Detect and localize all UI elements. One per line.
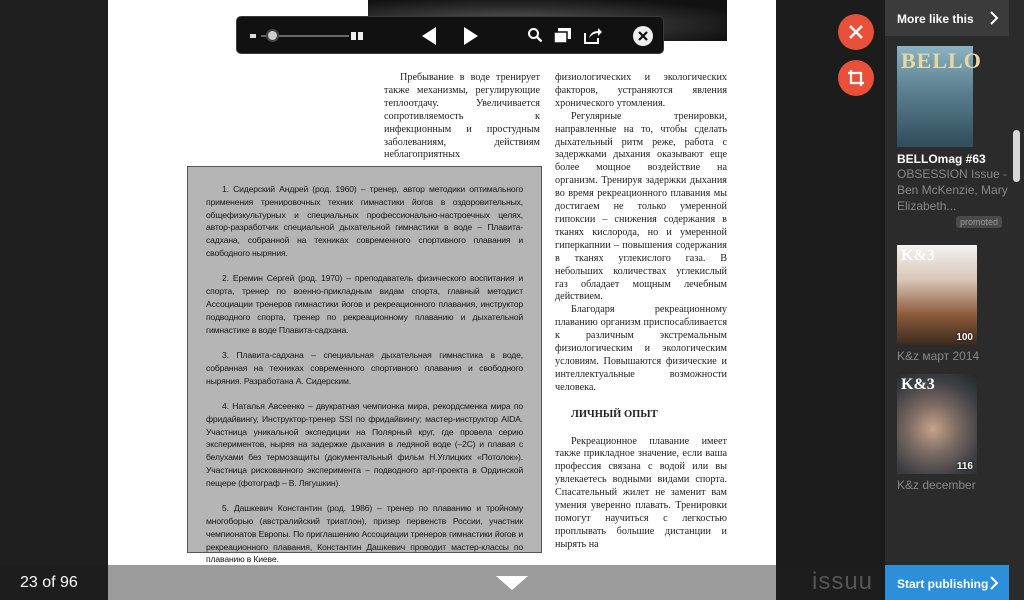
article-paragraph: Рекреационное плавание имеет также прикладное значение, если ваша профессия связана с водой или вы увлекаетесь водными видами спорта. Спасательный жилет не заменит вам умения уверенно плавать. Тренировки помогут научиться с легкостью проплывать большие дистанции и нырять на (555, 435, 727, 550)
related-item-desc[interactable]: K&z december (897, 478, 976, 492)
section-heading: ЛИЧНЫЙ ОПЫТ (571, 408, 658, 420)
article-paragraph: Пребывание в воде тренирует также механизмы, регулирующие теплоотдачу. Увеличивается сопротивляемость к инфекционным и простудным заболеваниям, действиям неблагоприятных (384, 72, 540, 161)
footnote: 1. Сидерский Андрей (род. 1960) – тренер, автор методики оптимального применения тренировочных техник гимнастики йогов в оздоровительных, общефизкультурных и специальных профессионально-настроечных целях, автор-разработчик специальной дыхательной гимнастики в воде – Плавита-садхана, собранной на техниках современного спортивного плавания и свободного ныряния. (206, 184, 523, 258)
share-icon[interactable] (583, 27, 603, 45)
issuu-logo[interactable]: issuu (812, 568, 874, 595)
chevron-right-icon (989, 10, 999, 26)
footnote: 2. Еремин Сергей (род. 1970) – преподаватель физического воспитания и спорта, тренер по военно-прикладным видам спорта, главный методист Ассоциации тренеров гимнастики йогов и рекреационного плавания, инструктор подводного спорта, тренер по рекреационному плаванию и дыхательной гимнастике в воде Плавита-садхана. (206, 273, 523, 335)
footnote: 5. Дашкевич Константин (род. 1986) – тренер по плаванию и тройному многоборью (австралийский триатлон), призер первенств России, участник чемпионатов Европы. По приглашению Ассоциации тренеров гимнастики йогов и рекреационного плавания, Константин Дашкевич проводит мастер-классы по плаванию в Киеве. (206, 503, 523, 565)
prev-page-icon[interactable] (417, 25, 441, 47)
footnotes-box (187, 166, 542, 565)
footnote: 4. Наталья Авсеенко – двукратная чемпионка мира, рекордсменка мира по фридайвингу, Инструктор-тренер SSI по фридайвингу; мастер-инструктор AIDA. Участница уникальной экспедиции на Полярный круг, где провела серию экспериментов, ныряя на задержке дыхания в ледяной воде (–2С) и плавая с белухами без термозащиты (документальный фильм Н.Углицких «Потолок»). Участница рискованного эксперимента – подводного арт-проекта в Ординской пещере (фотограф – В. Лягушкин). (206, 400, 523, 488)
search-icon[interactable] (527, 27, 543, 43)
article-paragraph: физиологических и экологических факторов, устраняются явления хронического утомления. (555, 72, 727, 109)
related-item-cover[interactable] (897, 245, 977, 345)
zoom-slider-handle[interactable] (266, 29, 279, 42)
page-bottom-strip (108, 565, 776, 600)
cover-logo: K&3 (901, 247, 935, 264)
pages-icon[interactable] (553, 27, 573, 45)
cover-logo: K&3 (901, 376, 935, 393)
promoted-badge: promoted (956, 216, 1002, 228)
chevron-right-icon (989, 575, 999, 591)
related-item-cover[interactable] (897, 374, 977, 474)
clip-button[interactable] (838, 60, 874, 96)
crop-icon (847, 69, 865, 87)
reader-toolbar (236, 16, 664, 54)
page-count: 100 (956, 332, 973, 343)
related-item-desc[interactable]: K&z март 2014 (897, 349, 980, 363)
more-like-this-header[interactable] (885, 0, 1009, 36)
more-like-this-label: More like this (897, 12, 974, 26)
footnote: 3. Плавита-садхана – специальная дыхательная гимнастика в воде, собранная на техниках современного спортивного плавания и свободного ныряния. Разработана А. Сидерским. (206, 349, 523, 386)
expand-down-icon[interactable] (496, 576, 528, 590)
start-publishing-label: Start publishing (897, 577, 989, 591)
related-item-desc[interactable]: OBSESSION Issue - Ben McKenzie, Mary Elizabeth... (897, 167, 1008, 213)
close-icon[interactable] (633, 26, 653, 46)
zoom-out-icon[interactable] (249, 32, 257, 40)
next-page-icon[interactable] (459, 25, 483, 47)
zoom-in-icon[interactable] (350, 31, 364, 41)
page-counter: 23 of 96 (20, 574, 78, 591)
related-item-cover[interactable] (897, 46, 982, 147)
close-icon (847, 23, 865, 41)
article-paragraph: Регулярные тренировки, направленные на то, чтобы сделать дыхательный ритм реже, работа с задержками дыхания оказывают еще более мощное воздействие на организм. Тренируя задержки дыхания во время рекреационного плавания мы достигаем не только умеренной гипоксии – снижения содержания в тканях кислорода, но и умеренной гиперкапнии – повышения содержания в тканях углекислого газа. В небольших количествах углекислый газ обладает мощным лечебным действием. (555, 110, 727, 303)
bottom-bar (0, 565, 885, 600)
page-count: 116 (956, 461, 973, 472)
article-column-right (555, 72, 727, 552)
related-item-title[interactable]: BELLOmag #63 (897, 152, 986, 166)
related-sidebar (885, 0, 1024, 600)
cover-logo: BELLO (901, 48, 982, 73)
sidebar-scrollbar[interactable] (1013, 130, 1020, 182)
magazine-page[interactable] (108, 0, 776, 565)
left-gutter (0, 0, 108, 600)
article-paragraph: Благодаря рекреационному плаванию организм приспосабливается к различным экстремальным физиологическим и экологическим условиям. Повышаются физические и интеллектуальные возможности человека. (555, 304, 727, 393)
close-reader-button[interactable] (838, 14, 874, 50)
start-publishing-button[interactable] (885, 565, 1009, 600)
article-column-middle (384, 72, 540, 162)
